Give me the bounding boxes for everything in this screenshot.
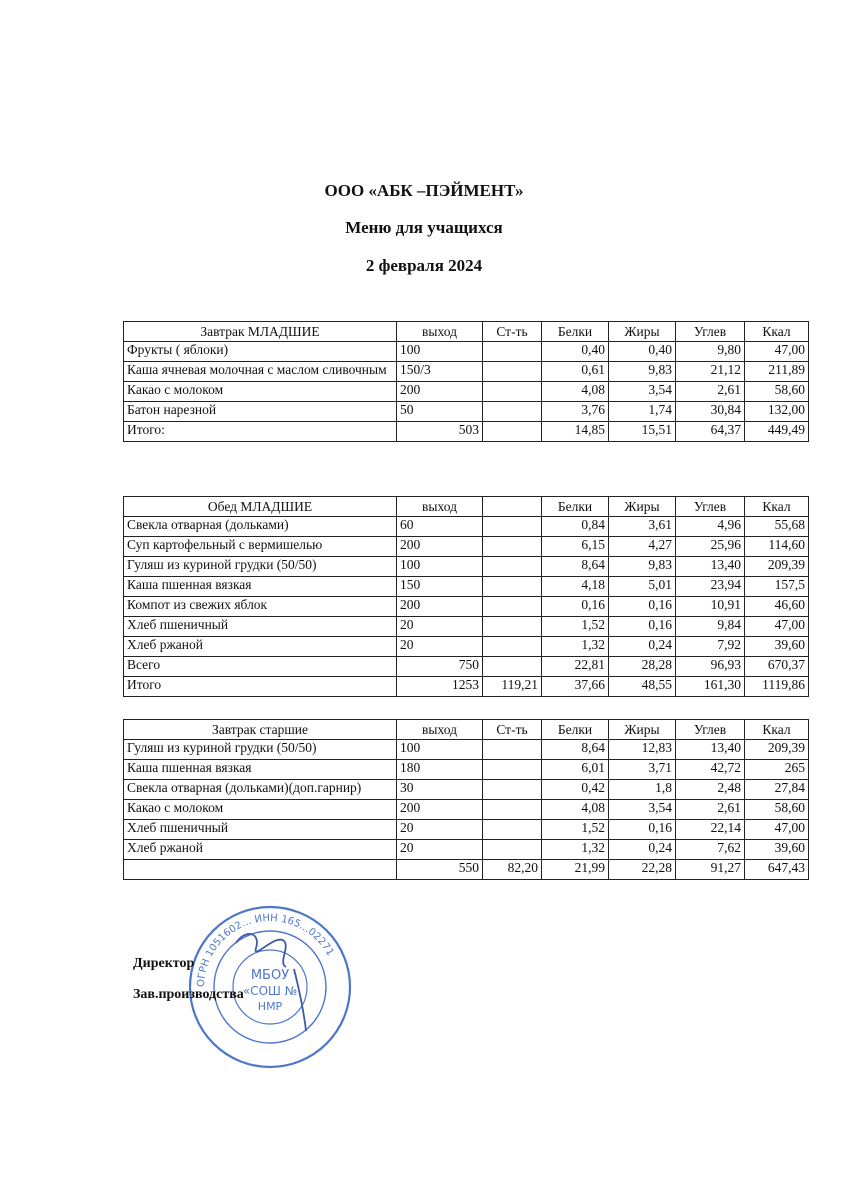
table-row — [124, 820, 809, 840]
column-header: выход — [397, 322, 483, 342]
kcal: 157,5 — [745, 577, 809, 597]
fat: 1,8 — [609, 780, 676, 800]
dish-name: Суп картофельный с вермишелью — [124, 537, 397, 557]
column-header: Ст-ть — [483, 322, 542, 342]
carbs: 30,84 — [676, 402, 745, 422]
portion: 100 — [397, 740, 483, 760]
total-label: Всего — [124, 657, 397, 677]
fat: 28,28 — [609, 657, 676, 677]
table-row — [124, 577, 809, 597]
kcal: 449,49 — [745, 422, 809, 442]
column-header: Завтрак МЛАДШИЕ — [124, 322, 397, 342]
column-header: Ккал — [745, 322, 809, 342]
protein: 8,64 — [542, 557, 609, 577]
table-header-row — [124, 322, 809, 342]
production-head-label: Зав.производства — [133, 987, 244, 1002]
protein: 0,40 — [542, 342, 609, 362]
portion: 20 — [397, 637, 483, 657]
table-row — [124, 362, 809, 382]
kcal: 58,60 — [745, 382, 809, 402]
fat: 4,27 — [609, 537, 676, 557]
column-header: Углев — [676, 322, 745, 342]
portion: 150/3 — [397, 362, 483, 382]
kcal: 647,43 — [745, 860, 809, 880]
column-header: выход — [397, 720, 483, 740]
table-row — [124, 402, 809, 422]
cost — [483, 362, 542, 382]
dish-name: Хлеб пшеничный — [124, 820, 397, 840]
table-row — [124, 382, 809, 402]
cost: 82,20 — [483, 860, 542, 880]
fat: 0,24 — [609, 840, 676, 860]
kcal: 670,37 — [745, 657, 809, 677]
carbs: 4,96 — [676, 517, 745, 537]
table-row — [124, 517, 809, 537]
kcal: 47,00 — [745, 617, 809, 637]
carbs: 22,14 — [676, 820, 745, 840]
cost — [483, 657, 542, 677]
protein: 0,84 — [542, 517, 609, 537]
kcal: 114,60 — [745, 537, 809, 557]
protein: 0,61 — [542, 362, 609, 382]
table-row — [124, 537, 809, 557]
stamp-center-line-1: МБОУ — [250, 968, 290, 983]
portion: 100 — [397, 342, 483, 362]
protein: 1,52 — [542, 617, 609, 637]
table-header-row — [124, 497, 809, 517]
portion: 550 — [397, 860, 483, 880]
dish-name: Какао с молоком — [124, 382, 397, 402]
table-row — [124, 637, 809, 657]
dish-name: Гуляш из куриной грудки (50/50) — [124, 740, 397, 760]
menu-table-breakfast-junior — [123, 321, 809, 442]
kcal: 132,00 — [745, 402, 809, 422]
table-row — [124, 780, 809, 800]
fat: 12,83 — [609, 740, 676, 760]
cost: 119,21 — [483, 677, 542, 697]
total-row — [124, 860, 809, 880]
cost — [483, 557, 542, 577]
dish-name: Свекла отварная (дольками)(доп.гарнир) — [124, 780, 397, 800]
column-header: Углев — [676, 720, 745, 740]
column-header: Белки — [542, 720, 609, 740]
total-row — [124, 677, 809, 697]
fat: 3,54 — [609, 800, 676, 820]
cost — [483, 840, 542, 860]
kcal: 39,60 — [745, 840, 809, 860]
carbs: 2,61 — [676, 800, 745, 820]
fat: 5,01 — [609, 577, 676, 597]
column-header: Завтрак старшие — [124, 720, 397, 740]
carbs: 2,61 — [676, 382, 745, 402]
cost — [483, 780, 542, 800]
column-header: Жиры — [609, 720, 676, 740]
dish-name: Хлеб ржаной — [124, 637, 397, 657]
portion: 60 — [397, 517, 483, 537]
fat: 22,28 — [609, 860, 676, 880]
portion: 20 — [397, 617, 483, 637]
fat: 1,74 — [609, 402, 676, 422]
dish-name: Какао с молоком — [124, 800, 397, 820]
column-header — [483, 497, 542, 517]
document-date: 2 февраля 2024 — [365, 256, 483, 275]
kcal: 47,00 — [745, 342, 809, 362]
dish-name: Батон нарезной — [124, 402, 397, 422]
portion: 20 — [397, 820, 483, 840]
portion: 200 — [397, 800, 483, 820]
cost — [483, 597, 542, 617]
cost — [483, 422, 542, 442]
portion: 750 — [397, 657, 483, 677]
dish-name: Хлеб пшеничный — [124, 617, 397, 637]
table-row — [124, 557, 809, 577]
table-row — [124, 760, 809, 780]
carbs: 7,62 — [676, 840, 745, 860]
dish-name: Каша пшенная вязкая — [124, 760, 397, 780]
stamp-ring-text: ОГРН 1051602… ИНН 165…02271 — [195, 912, 336, 988]
fat: 3,54 — [609, 382, 676, 402]
dish-name: Хлеб ржаной — [124, 840, 397, 860]
column-header: Жиры — [609, 322, 676, 342]
document-subtitle: Меню для учащихся — [345, 218, 503, 237]
portion: 180 — [397, 760, 483, 780]
protein: 0,16 — [542, 597, 609, 617]
stamp-center-line-2: «СОШ № — [242, 984, 298, 998]
carbs: 42,72 — [676, 760, 745, 780]
fat: 0,16 — [609, 617, 676, 637]
protein: 6,15 — [542, 537, 609, 557]
cost — [483, 537, 542, 557]
carbs: 23,94 — [676, 577, 745, 597]
total-label — [124, 860, 397, 880]
table-row — [124, 617, 809, 637]
cost — [483, 637, 542, 657]
dish-name: Каша пшенная вязкая — [124, 577, 397, 597]
portion: 20 — [397, 840, 483, 860]
column-header: Углев — [676, 497, 745, 517]
kcal: 39,60 — [745, 637, 809, 657]
cost — [483, 760, 542, 780]
column-header: Белки — [542, 497, 609, 517]
fat: 9,83 — [609, 557, 676, 577]
cost — [483, 577, 542, 597]
total-row — [124, 422, 809, 442]
column-header: Ст-ть — [483, 720, 542, 740]
total-label: Итого — [124, 677, 397, 697]
table-row — [124, 800, 809, 820]
cost — [483, 800, 542, 820]
protein: 8,64 — [542, 740, 609, 760]
kcal: 209,39 — [745, 557, 809, 577]
protein: 1,32 — [542, 840, 609, 860]
protein: 0,42 — [542, 780, 609, 800]
menu-table-breakfast-senior — [123, 719, 809, 880]
kcal: 55,68 — [745, 517, 809, 537]
kcal: 211,89 — [745, 362, 809, 382]
portion: 150 — [397, 577, 483, 597]
menu-table-lunch-junior — [123, 496, 809, 697]
protein: 1,32 — [542, 637, 609, 657]
protein: 4,08 — [542, 382, 609, 402]
fat: 15,51 — [609, 422, 676, 442]
carbs: 13,40 — [676, 557, 745, 577]
carbs: 7,92 — [676, 637, 745, 657]
carbs: 91,27 — [676, 860, 745, 880]
fat: 3,61 — [609, 517, 676, 537]
portion: 100 — [397, 557, 483, 577]
kcal: 47,00 — [745, 820, 809, 840]
table-row — [124, 342, 809, 362]
fat: 0,24 — [609, 637, 676, 657]
protein: 1,52 — [542, 820, 609, 840]
carbs: 161,30 — [676, 677, 745, 697]
total-row — [124, 657, 809, 677]
column-header: Ккал — [745, 720, 809, 740]
carbs: 9,84 — [676, 617, 745, 637]
director-label: Директор — [133, 956, 195, 971]
table-row — [124, 840, 809, 860]
dish-name: Гуляш из куриной грудки (50/50) — [124, 557, 397, 577]
protein: 6,01 — [542, 760, 609, 780]
column-header: Обед МЛАДШИЕ — [124, 497, 397, 517]
kcal: 209,39 — [745, 740, 809, 760]
column-header: Белки — [542, 322, 609, 342]
portion: 1253 — [397, 677, 483, 697]
kcal: 265 — [745, 760, 809, 780]
kcal: 27,84 — [745, 780, 809, 800]
protein: 22,81 — [542, 657, 609, 677]
carbs: 2,48 — [676, 780, 745, 800]
stamp-center-line-3: НМР — [257, 1000, 283, 1013]
cost — [483, 740, 542, 760]
dish-name: Компот из свежих яблок — [124, 597, 397, 617]
cost — [483, 820, 542, 840]
portion: 50 — [397, 402, 483, 422]
total-label: Итого: — [124, 422, 397, 442]
portion: 30 — [397, 780, 483, 800]
carbs: 25,96 — [676, 537, 745, 557]
carbs: 10,91 — [676, 597, 745, 617]
carbs: 13,40 — [676, 740, 745, 760]
fat: 9,83 — [609, 362, 676, 382]
cost — [483, 342, 542, 362]
company-name: ООО «АБК –ПЭЙМЕНТ» — [324, 181, 524, 200]
fat: 0,16 — [609, 820, 676, 840]
column-header: Ккал — [745, 497, 809, 517]
column-header: выход — [397, 497, 483, 517]
column-header: Жиры — [609, 497, 676, 517]
protein: 3,76 — [542, 402, 609, 422]
protein: 4,08 — [542, 800, 609, 820]
carbs: 96,93 — [676, 657, 745, 677]
dish-name: Каша ячневая молочная с маслом сливочным — [124, 362, 397, 382]
table-header-row — [124, 720, 809, 740]
carbs: 21,12 — [676, 362, 745, 382]
portion: 200 — [397, 597, 483, 617]
fat: 3,71 — [609, 760, 676, 780]
dish-name: Свекла отварная (дольками) — [124, 517, 397, 537]
table-row — [124, 597, 809, 617]
dish-name: Фрукты ( яблоки) — [124, 342, 397, 362]
cost — [483, 517, 542, 537]
protein: 21,99 — [542, 860, 609, 880]
cost — [483, 402, 542, 422]
carbs: 9,80 — [676, 342, 745, 362]
protein: 37,66 — [542, 677, 609, 697]
carbs: 64,37 — [676, 422, 745, 442]
kcal: 58,60 — [745, 800, 809, 820]
protein: 14,85 — [542, 422, 609, 442]
cost — [483, 617, 542, 637]
portion: 200 — [397, 382, 483, 402]
table-row — [124, 740, 809, 760]
fat: 0,16 — [609, 597, 676, 617]
portion: 200 — [397, 537, 483, 557]
cost — [483, 382, 542, 402]
protein: 4,18 — [542, 577, 609, 597]
fat: 0,40 — [609, 342, 676, 362]
kcal: 1119,86 — [745, 677, 809, 697]
portion: 503 — [397, 422, 483, 442]
fat: 48,55 — [609, 677, 676, 697]
kcal: 46,60 — [745, 597, 809, 617]
